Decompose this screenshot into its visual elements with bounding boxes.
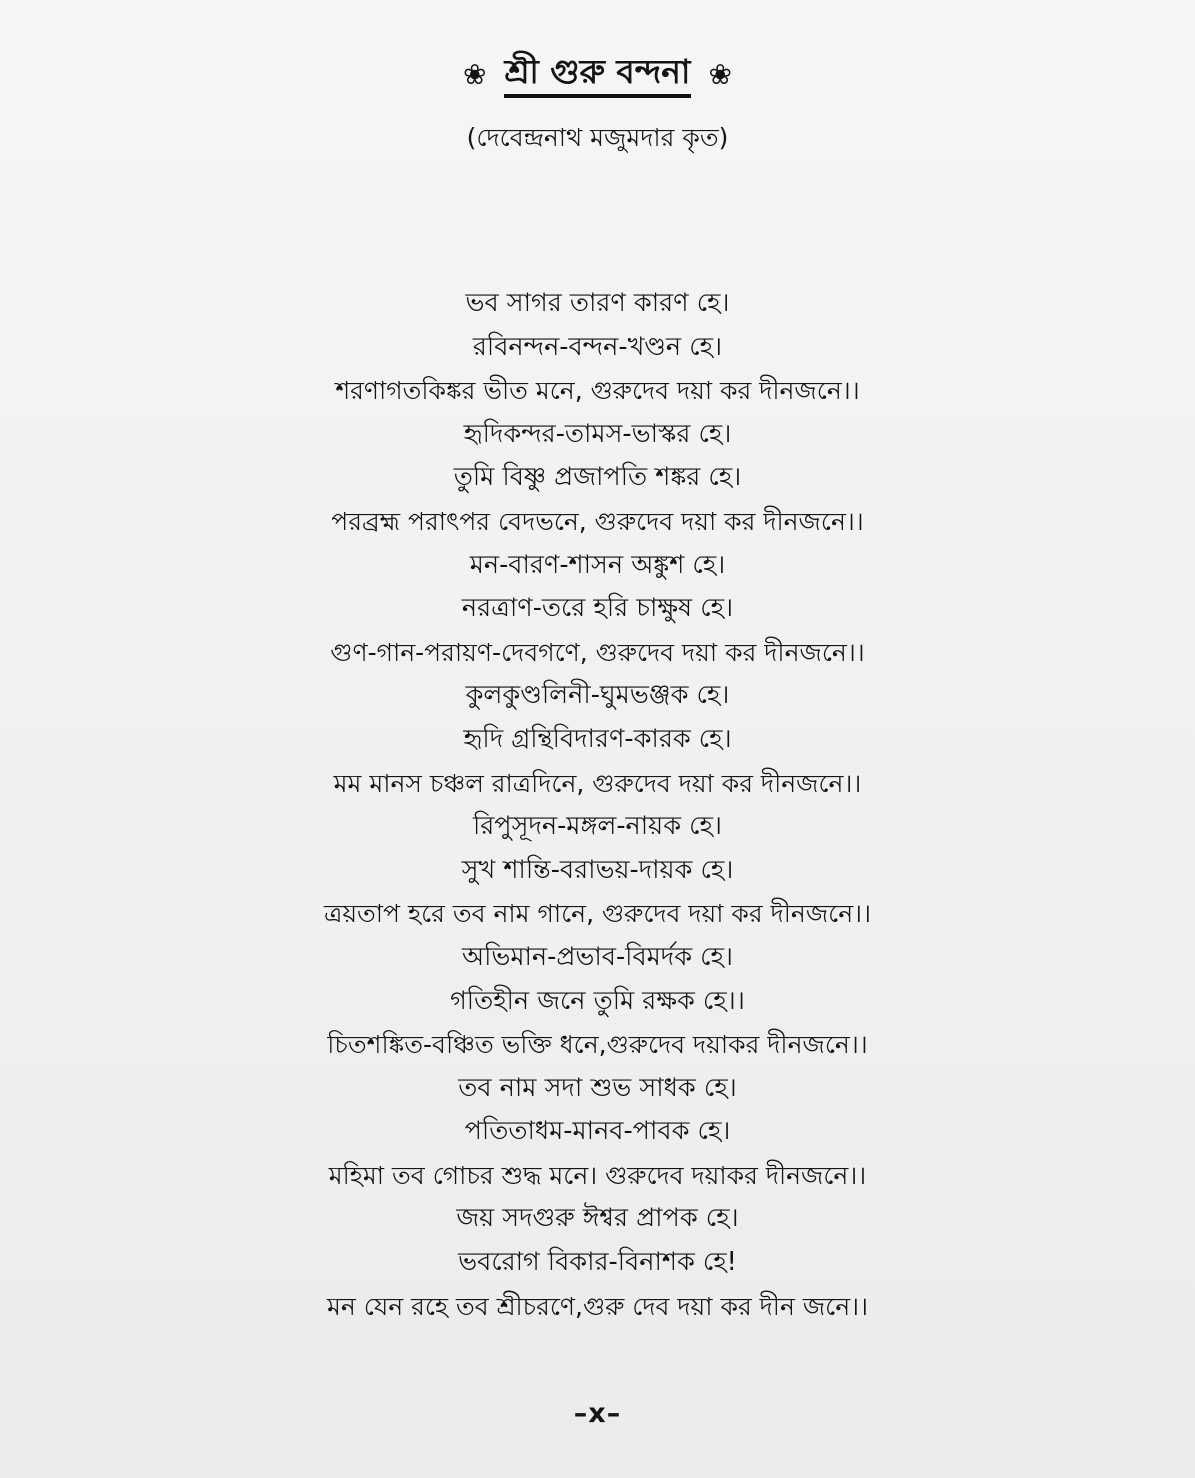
- verse-list: [0, 282, 1195, 1328]
- verse-line: শরণাগতকিঙ্কর ভীত মনে, গুরুদেব দয়া কর দীনজনে।।: [335, 376, 860, 406]
- verse-line: মন যেন রহে তব শ্রীচরণে,গুরু দেব দয়া কর দীন জনে।।: [326, 1291, 869, 1321]
- title-row: [0, 52, 1195, 98]
- verse-line: রবিনন্দন-বন্দন-খণ্ডন হে।: [472, 331, 723, 362]
- verse-line: ভবরোগ বিকার-বিনাশক হে!: [458, 1247, 737, 1278]
- verse-line: ভব সাগর তারণ কারণ হে।: [465, 288, 730, 318]
- flower-icon: ❀: [708, 58, 732, 91]
- verse-line: হৃদিকন্দর-তামস-ভাস্কর হে।: [463, 418, 732, 449]
- verse-line: গুণ-গান-পরায়ণ-দেবগণে, গুরুদেব দয়া কর দীনজনে।।: [330, 637, 865, 667]
- verse-line: জয় সদগুরু ঈশ্বর প্রাপক হে।: [456, 1203, 739, 1234]
- verse-line: অভিমান-প্রভাব-বিমর্দক হে।: [461, 941, 734, 972]
- flower-icon: ❀: [463, 58, 487, 91]
- verse-line: পরব্রহ্ম পরাৎপর বেদভনে, গুরুদেব দয়া কর দীনজনে।।: [331, 506, 864, 536]
- verse-line: গতিহীন জনে তুমি রক্ষক হে।।: [450, 985, 745, 1016]
- page-title: শ্রী গুরু বন্দনা: [504, 52, 690, 98]
- verse-line: নরত্রাণ-তরে হরি চাক্ষুষ হে।: [461, 593, 734, 624]
- verse-line: তুমি বিষ্ণু প্রজাপতি শঙ্কর হে।: [453, 462, 742, 493]
- verse-line: ত্রয়তাপ হরে তব নাম গানে, গুরুদেব দয়া কর দীনজনে।।: [323, 899, 872, 929]
- verse-line: কুলকুণ্ডলিনী-ঘুমভঞ্জক হে।: [465, 680, 730, 711]
- verse-line: মহিমা তব গোচর শুদ্ধ মনে। গুরুদেব দয়াকর দীনজনে।।: [328, 1160, 867, 1190]
- verse-line: মম মানস চঞ্চল রাত্রদিনে, গুরুদেব দয়া কর দীনজনে।।: [333, 768, 862, 798]
- verse-line: তব নাম সদা শুভ সাধক হে।: [458, 1072, 737, 1103]
- verse-line: রিপুসূদন-মঙ্গল-নায়ক হে।: [472, 811, 722, 842]
- verse-line: পতিতাধম-মানব-পাবক হে।: [464, 1116, 731, 1147]
- page-number: –x–: [573, 1398, 622, 1429]
- verse-line: চিতশঙ্কিত-বঞ্চিত ভক্তি ধনে,গুরুদেব দয়াকর দীনজনে।।: [327, 1030, 868, 1060]
- verse-line: হৃদি গ্রন্থিবিদারণ-কারক হে।: [463, 723, 732, 754]
- author-subtitle: (দেবেন্দ্রনাথ মজুমদার কৃত): [466, 123, 729, 152]
- verse-line: সুখ শান্তি-বরাভয়-দায়ক হে।: [461, 854, 734, 885]
- verse-line: মন-বারণ-শাসন অঙ্কুশ হে।: [469, 549, 726, 580]
